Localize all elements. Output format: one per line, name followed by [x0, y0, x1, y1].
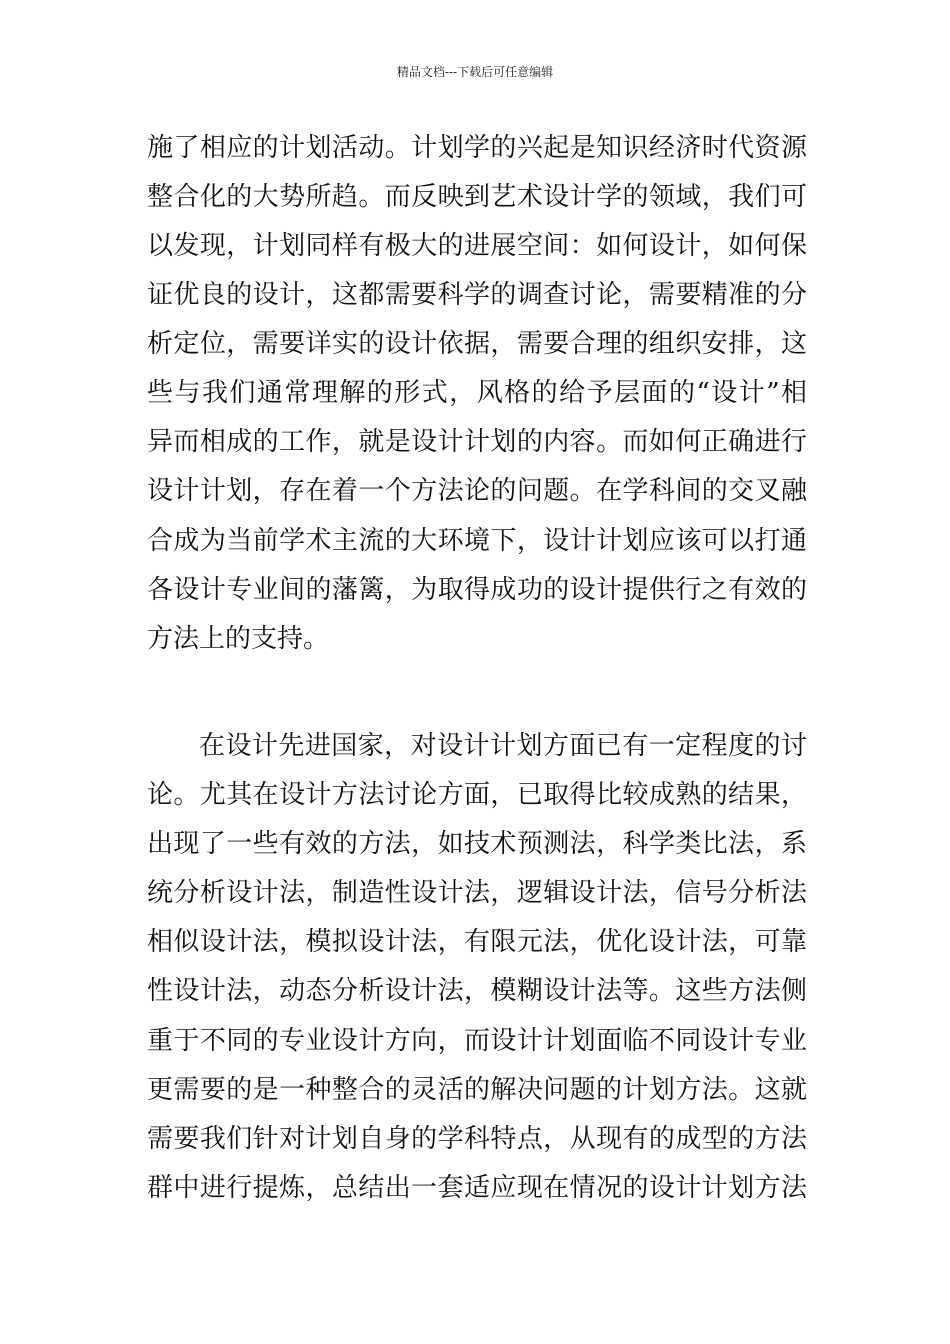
paragraph-line: 群中进行提炼，总结出一套适应现在情况的设计计划方法 [147, 1173, 807, 1203]
paragraph-line: 证优良的设计，这都需要科学的调查讨论，需要精准的分 [147, 280, 807, 310]
paragraph-line: 出现了一些有效的方法，如技术预测法，科学类比法，系 [147, 829, 807, 859]
paragraph-line: 需要我们针对计划自身的学科特点，从现有的成型的方法 [147, 1124, 807, 1154]
paragraph-line: 方法上的支持。 [147, 624, 330, 654]
page-header: 精品文档---下载后可任意编辑 [396, 65, 554, 79]
paragraph-line: 更需要的是一种整合的灵活的解决问题的计划方法。这就 [147, 1075, 807, 1105]
paragraph-line: 统分析设计法，制造性设计法，逻辑设计法，信号分析法 [147, 878, 807, 908]
paragraph-line: 以发现，计划同样有极大的进展空间：如何设计，如何保 [147, 231, 807, 261]
paragraph-line: 整合化的大势所趋。而反映到艺术设计学的领域，我们可 [147, 182, 807, 212]
paragraph-line: 在设计先进国家，对设计计划方面已有一定程度的讨 [199, 731, 807, 761]
paragraph-line: 相似设计法，模拟设计法，有限元法，优化设计法，可靠 [147, 927, 807, 957]
paragraph-line: 析定位，需要详实的设计依据，需要合理的组织安排，这 [147, 329, 807, 359]
paragraph-line: 论。尤其在设计方法讨论方面，已取得比较成熟的结果， [147, 780, 807, 810]
paragraph-line: 些与我们通常理解的形式，风格的给予层面的“设计”相 [147, 378, 807, 408]
paragraph-line: 异而相成的工作，就是设计计划的内容。而如何正确进行 [147, 427, 807, 457]
paragraph-line: 各设计专业间的藩篱，为取得成功的设计提供行之有效的 [147, 575, 807, 605]
paragraph-line: 合成为当前学术主流的大环境下，设计计划应该可以打通 [147, 526, 807, 556]
paragraph-line: 性设计法，动态分析设计法，模糊设计法等。这些方法侧 [147, 976, 807, 1006]
paragraph-line: 施了相应的计划活动。计划学的兴起是知识经济时代资源 [147, 133, 807, 163]
paragraph-line: 设计计划，存在着一个方法论的问题。在学科间的交叉融 [147, 476, 807, 506]
paragraph-line: 重于不同的专业设计方向，而设计计划面临不同设计专业 [147, 1026, 807, 1056]
